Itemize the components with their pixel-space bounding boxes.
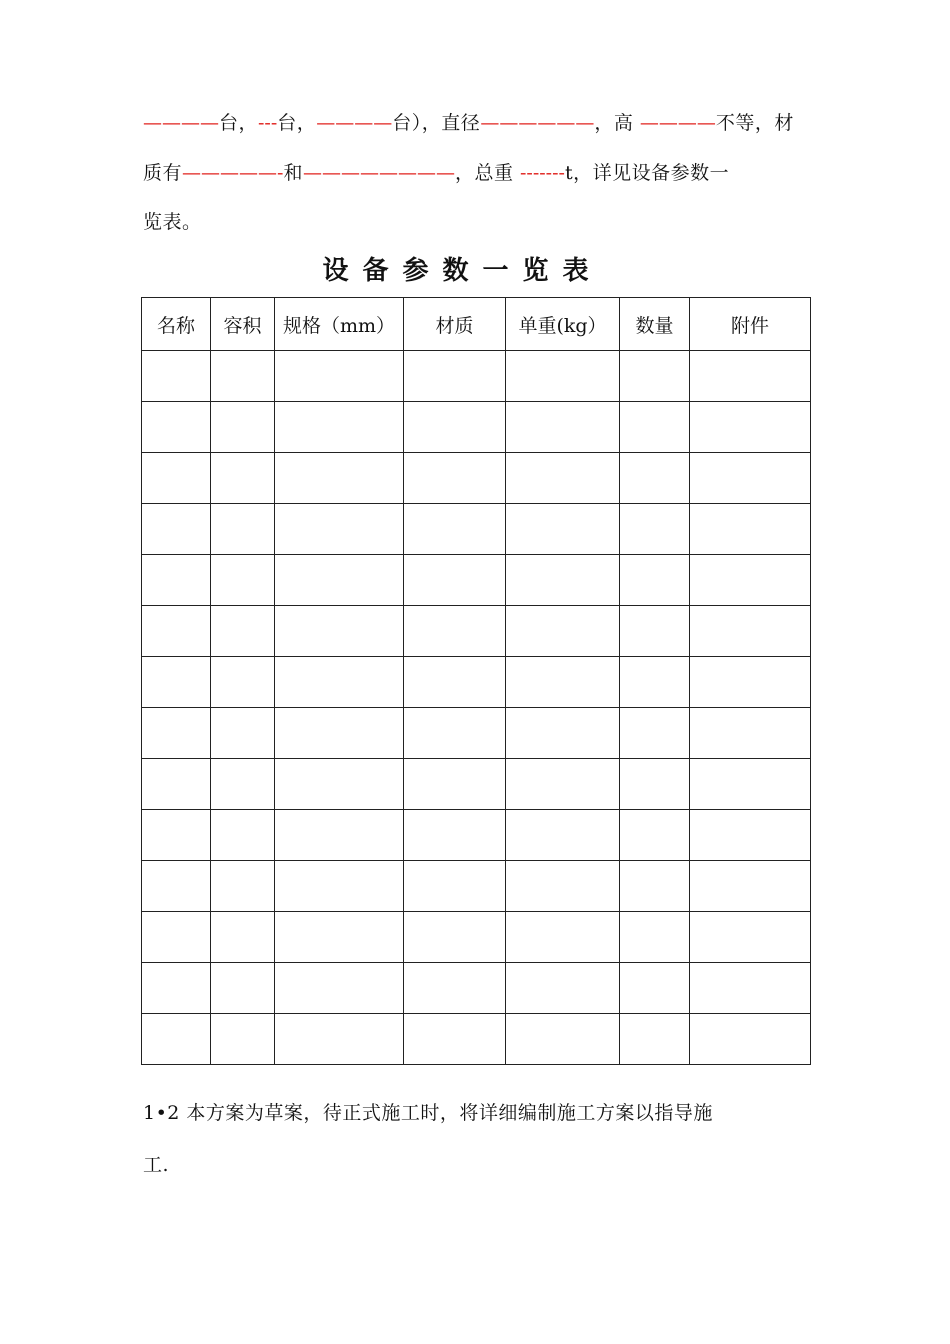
intro-text: 不等，材 bbox=[715, 112, 794, 134]
intro-text: 台， bbox=[277, 112, 317, 134]
table-cell bbox=[211, 402, 275, 453]
table-cell bbox=[275, 555, 404, 606]
table-cell bbox=[506, 963, 620, 1014]
table-cell bbox=[404, 810, 506, 861]
table-cell bbox=[620, 555, 690, 606]
note-line-2: 工. bbox=[143, 1154, 170, 1176]
table-cell bbox=[142, 606, 211, 657]
table-cell bbox=[211, 759, 275, 810]
table-cell bbox=[404, 759, 506, 810]
fill-in-blank: ———————— bbox=[302, 162, 455, 184]
table-cell bbox=[690, 912, 811, 963]
table-cell bbox=[506, 555, 620, 606]
header-accessories: 附件 bbox=[690, 298, 811, 351]
table-cell bbox=[404, 453, 506, 504]
header-unit-weight: 单重(kg） bbox=[506, 298, 620, 351]
table-cell bbox=[211, 810, 275, 861]
table-cell bbox=[275, 912, 404, 963]
table-cell bbox=[275, 402, 404, 453]
table-cell bbox=[690, 759, 811, 810]
table-row bbox=[142, 912, 811, 963]
table-cell bbox=[404, 351, 506, 402]
table-title: 设备参数一览表 bbox=[322, 256, 603, 286]
intro-text: ，高 bbox=[594, 112, 640, 134]
table-cell bbox=[620, 606, 690, 657]
table-cell bbox=[404, 708, 506, 759]
header-spec: 规格（mm） bbox=[275, 298, 404, 351]
table-cell bbox=[620, 861, 690, 912]
table-cell bbox=[211, 861, 275, 912]
table-cell bbox=[275, 453, 404, 504]
table-cell bbox=[211, 351, 275, 402]
header-quantity: 数量 bbox=[620, 298, 690, 351]
table-cell bbox=[404, 555, 506, 606]
table-row bbox=[142, 606, 811, 657]
table-cell bbox=[690, 351, 811, 402]
table-cell bbox=[620, 1014, 690, 1065]
table-cell bbox=[620, 912, 690, 963]
intro-text: 台， bbox=[219, 112, 259, 134]
header-name: 名称 bbox=[142, 298, 211, 351]
table-cell bbox=[275, 504, 404, 555]
table-cell bbox=[404, 963, 506, 1014]
table-row bbox=[142, 1014, 811, 1065]
table-cell bbox=[690, 708, 811, 759]
table-cell bbox=[690, 861, 811, 912]
table-cell bbox=[211, 453, 275, 504]
table-cell bbox=[211, 1014, 275, 1065]
table-cell bbox=[620, 504, 690, 555]
table-row bbox=[142, 657, 811, 708]
table-cell bbox=[275, 1014, 404, 1065]
table-cell bbox=[506, 606, 620, 657]
fill-in-blank: ———— bbox=[316, 112, 393, 134]
table-cell bbox=[211, 708, 275, 759]
fill-in-blank: —————- bbox=[182, 162, 284, 184]
intro-text: t，详见设备参数一 bbox=[564, 162, 730, 184]
table-cell bbox=[620, 402, 690, 453]
intro-line-1 bbox=[143, 108, 808, 135]
table-cell bbox=[404, 861, 506, 912]
table-row bbox=[142, 759, 811, 810]
table-cell bbox=[275, 810, 404, 861]
table-cell bbox=[620, 453, 690, 504]
table-cell bbox=[142, 912, 211, 963]
table-cell bbox=[506, 708, 620, 759]
table-cell bbox=[690, 504, 811, 555]
table-cell bbox=[690, 1014, 811, 1065]
table-cell bbox=[620, 810, 690, 861]
table-row bbox=[142, 504, 811, 555]
header-material: 材质 bbox=[404, 298, 506, 351]
table-cell bbox=[142, 402, 211, 453]
table-cell bbox=[690, 402, 811, 453]
table-cell bbox=[690, 555, 811, 606]
table-cell bbox=[690, 453, 811, 504]
note-line-1: 1•2 本方案为草案，待正式施工时，将详细编制施工方案以指导施 bbox=[143, 1102, 713, 1124]
table-cell bbox=[404, 1014, 506, 1065]
table-cell bbox=[142, 810, 211, 861]
table-cell bbox=[506, 861, 620, 912]
intro-text: 质有 bbox=[143, 162, 183, 184]
table-cell bbox=[620, 759, 690, 810]
table-cell bbox=[211, 504, 275, 555]
table-cell bbox=[506, 402, 620, 453]
table-cell bbox=[275, 861, 404, 912]
table-cell bbox=[142, 861, 211, 912]
fill-in-blank: —————— bbox=[480, 112, 595, 134]
table-cell bbox=[506, 912, 620, 963]
table-row bbox=[142, 402, 811, 453]
table-header-row bbox=[142, 298, 811, 351]
table-cell bbox=[506, 1014, 620, 1065]
table-cell bbox=[506, 351, 620, 402]
table-cell bbox=[404, 504, 506, 555]
fill-in-blank: ———— bbox=[143, 112, 219, 134]
table-cell bbox=[142, 555, 211, 606]
table-body bbox=[142, 351, 811, 1065]
table-cell bbox=[211, 555, 275, 606]
table-cell bbox=[404, 606, 506, 657]
table-row bbox=[142, 351, 811, 402]
table-cell bbox=[142, 759, 211, 810]
table-cell bbox=[211, 657, 275, 708]
intro-text: ，总重 bbox=[454, 162, 520, 184]
table-cell bbox=[142, 708, 211, 759]
table-cell bbox=[142, 351, 211, 402]
intro-line-2 bbox=[143, 158, 808, 185]
table-cell bbox=[506, 453, 620, 504]
table-cell bbox=[404, 657, 506, 708]
table-cell bbox=[142, 1014, 211, 1065]
table-cell bbox=[275, 759, 404, 810]
intro-line-3: 览表。 bbox=[143, 211, 202, 233]
table-cell bbox=[690, 606, 811, 657]
table-cell bbox=[506, 657, 620, 708]
table-cell bbox=[275, 351, 404, 402]
fill-in-blank: --- bbox=[258, 112, 278, 134]
table-row bbox=[142, 861, 811, 912]
table-cell bbox=[506, 759, 620, 810]
table-cell bbox=[404, 912, 506, 963]
table-cell bbox=[620, 657, 690, 708]
intro-text: 台），直径 bbox=[392, 112, 481, 134]
table-row bbox=[142, 555, 811, 606]
table-row bbox=[142, 810, 811, 861]
table-cell bbox=[620, 963, 690, 1014]
table-cell bbox=[690, 963, 811, 1014]
table-cell bbox=[690, 810, 811, 861]
table-row bbox=[142, 453, 811, 504]
fill-in-blank: ———— bbox=[639, 112, 716, 134]
table-cell bbox=[142, 453, 211, 504]
intro-text: 和 bbox=[283, 162, 303, 184]
table-cell bbox=[275, 606, 404, 657]
table-cell bbox=[620, 351, 690, 402]
header-volume: 容积 bbox=[211, 298, 275, 351]
table-cell bbox=[275, 963, 404, 1014]
table-cell bbox=[690, 657, 811, 708]
table-cell bbox=[142, 657, 211, 708]
table-cell bbox=[275, 708, 404, 759]
table-cell bbox=[211, 606, 275, 657]
table-cell bbox=[142, 963, 211, 1014]
table-row bbox=[142, 963, 811, 1014]
table-cell bbox=[620, 708, 690, 759]
table-cell bbox=[275, 657, 404, 708]
fill-in-blank: ------- bbox=[520, 162, 565, 184]
table-cell bbox=[506, 504, 620, 555]
table-cell bbox=[211, 912, 275, 963]
table-cell bbox=[506, 810, 620, 861]
table-cell bbox=[211, 963, 275, 1014]
equipment-parameter-table bbox=[141, 297, 811, 1065]
table-row bbox=[142, 708, 811, 759]
table-cell bbox=[404, 402, 506, 453]
table-cell bbox=[142, 504, 211, 555]
